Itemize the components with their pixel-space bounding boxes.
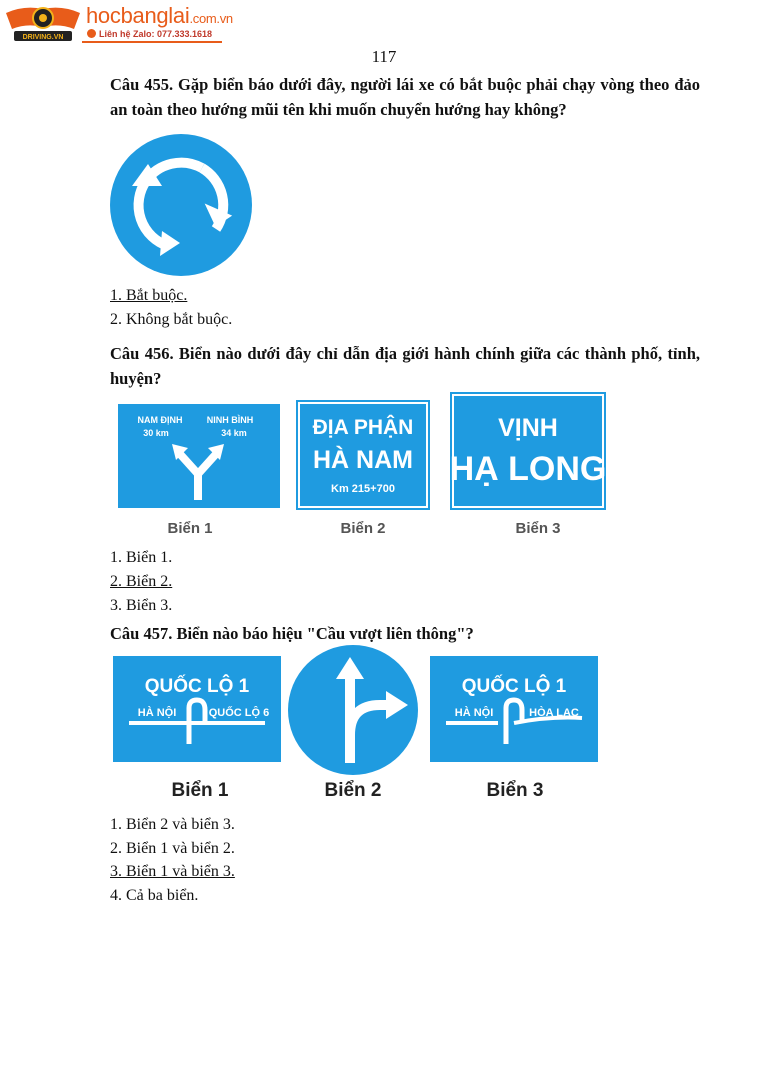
q457-caption-2: Biển 2 (324, 780, 382, 801)
q456-caption-2: Biển 2 (340, 520, 386, 537)
brand-name: hocbanglai.com.vn (86, 3, 233, 28)
q457-answer-2: 2. Biển 1 và biển 2. (110, 840, 235, 857)
page-number: 117 (371, 47, 397, 66)
q457-sign-3 (430, 656, 598, 762)
svg-text:NINH BÌNH: NINH BÌNH (206, 415, 254, 425)
q457-sign-1 (113, 656, 281, 762)
contact-line: Liên hệ Zalo: 077.333.1618 (87, 29, 212, 39)
q457-caption-1: Biển 1 (171, 780, 229, 801)
svg-text:QUỐC LỘ 1: QUỐC LỘ 1 (461, 676, 567, 697)
phone-icon (87, 29, 96, 38)
question-457-title: Câu 457. Biển nào báo hiệu "Cầu vượt liên thông"? (110, 624, 474, 643)
svg-text:QUỐC LỘ 6: QUỐC LỘ 6 (208, 707, 270, 719)
question-455-title: Câu 455. Gặp biển báo dưới đây, người lái xe có bắt buộc phải chạy vòng theo đảo an toàn theo hướng mũi tên khi muốn chuyển hướng hay không? (110, 75, 700, 119)
page-header (0, 0, 768, 50)
driving-logo (4, 3, 82, 43)
svg-text:HẠ LONG: HẠ LONG (450, 450, 606, 488)
svg-text:Km 215+700: Km 215+700 (331, 483, 395, 495)
q456-answer-1: 1. Biển 1. (110, 549, 173, 566)
q456-caption-3: Biển 3 (515, 520, 561, 537)
q457-answer-4: 4. Cả ba biển. (110, 887, 199, 904)
svg-text:30 km: 30 km (143, 428, 169, 438)
q457-answer-3: 3. Biển 1 và biển 3. (110, 863, 235, 880)
svg-text:VỊNH: VỊNH (498, 414, 558, 442)
logo-text: DRIVING.VN (22, 34, 64, 41)
svg-text:QUỐC LỘ 1: QUỐC LỘ 1 (144, 676, 250, 697)
q456-sign-1 (118, 404, 280, 508)
svg-text:ĐỊA PHẬN: ĐỊA PHẬN (312, 416, 414, 439)
question-456-title: Câu 456. Biển nào dưới đây chỉ dẫn địa giới hành chính giữa các thành phố, tỉnh, huyện? (110, 344, 700, 388)
roundabout-sign (110, 134, 252, 276)
svg-text:NAM ĐỊNH: NAM ĐỊNH (137, 415, 183, 425)
q456-answer-2: 2. Biển 2. (110, 573, 173, 590)
svg-text:HÀ NAM: HÀ NAM (313, 446, 413, 474)
q456-sign-3 (450, 392, 606, 510)
svg-text:HÀ NỘI: HÀ NỘI (454, 707, 494, 719)
q457-sign-2 (288, 645, 418, 775)
q455-answer-1: 1. Bắt buộc. (110, 287, 188, 304)
svg-text:HÒA LẠC: HÒA LẠC (529, 707, 579, 719)
q457-caption-3: Biển 3 (486, 780, 544, 801)
header-divider (82, 41, 222, 43)
q456-caption-1: Biển 1 (167, 520, 213, 537)
q456-answer-3: 3. Biển 3. (110, 597, 173, 614)
q457-answer-1: 1. Biển 2 và biển 3. (110, 816, 235, 833)
q455-answer-2: 2. Không bắt buộc. (110, 311, 233, 328)
svg-text:34 km: 34 km (221, 428, 247, 438)
svg-text:HÀ NỘI: HÀ NỘI (137, 707, 177, 719)
q456-sign-2 (296, 400, 430, 510)
